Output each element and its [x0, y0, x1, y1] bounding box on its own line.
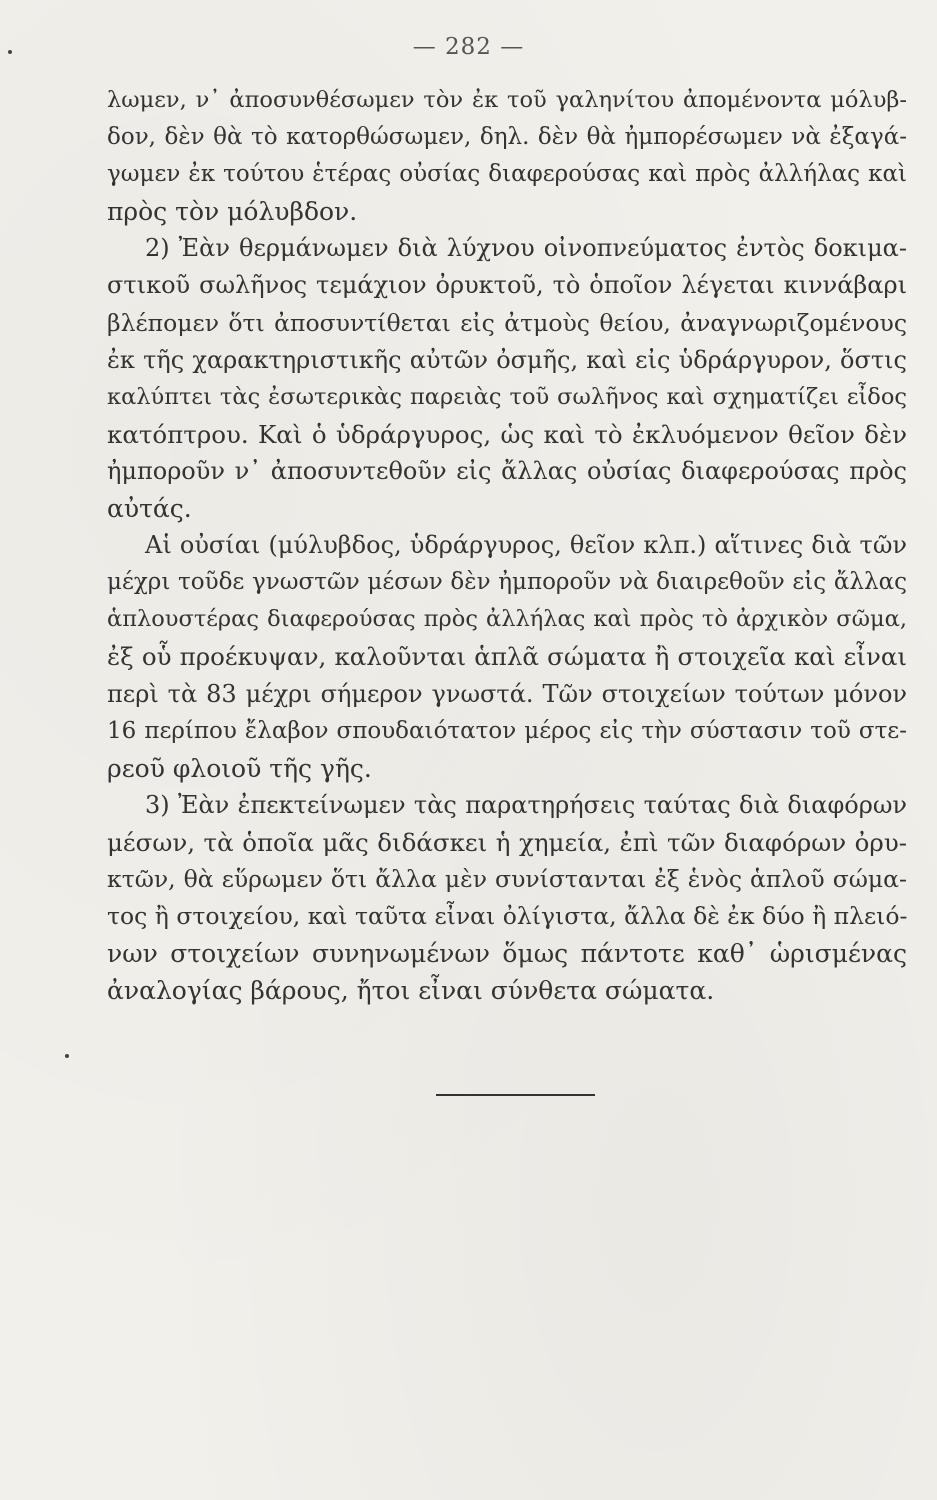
text-line: ἠμποροῦν ν᾽ ἀποσυντεθοῦν εἰς ἄλλας οὐσίας διαφερούσας πρὸς — [107, 456, 907, 485]
text-line: κατόπτρου. Καὶ ὁ ὑδράργυρος, ὡς καὶ τὸ ἐκλυόμενον θεῖον δὲν — [107, 419, 907, 449]
text-line: λωμεν, ν᾽ ἀποσυνθέσωμεν τὸν ἐκ τοῦ γαληνίτου ἀπομένοντα μόλυβ- — [107, 87, 907, 113]
body-text — [107, 82, 907, 1009]
text-line: ἐκ τῆς χαρακτηριστικῆς αὐτῶν ὀσμῆς, καὶ εἰς ὑδράργυρον, ὅστις — [107, 345, 907, 374]
text-line: ἐξ οὗ προέκυψαν, καλοῦνται ἁπλᾶ σώματα ἢ στοιχεῖα καὶ εἶναι — [107, 642, 907, 672]
text-line: βλέπομεν ὅτι ἀποσυντίθεται εἰς ἀτμοὺς θείου, ἀναγνωριζομένους — [107, 308, 907, 337]
text-line: 2) Ἐὰν θερμάνωμεν διὰ λύχνου οἰνοπνεύματος ἐντὸς δοκιμα- — [145, 234, 907, 263]
margin-mark — [65, 1054, 69, 1058]
text-line: δον, δὲν θὰ τὸ κατορθώσωμεν, δηλ. δὲν θὰ ἠμπορέσωμεν νὰ ἐξαγά- — [107, 124, 907, 151]
margin-mark — [8, 50, 12, 54]
text-line: τος ἢ στοιχείου, καὶ ταῦτα εἶναι ὀλίγιστα, ἄλλα δὲ ἐκ δύο ἢ πλειό- — [107, 902, 908, 931]
text-line: ἀναλογίας βάρους, ἤτοι εἶναι σύνθετα σώματα. — [107, 976, 715, 1006]
text-line: Αἱ οὐσίαι (μύλυβδος, ὑδράργυρος, θεῖον κλπ.) αἵτινες διὰ τῶν — [145, 531, 907, 560]
page-number: — 282 — — [412, 34, 525, 60]
text-line: 16 περίπου ἔλαβον σπουδαιότατον μέρος εἰς τὴν σύστασιν τοῦ στε- — [107, 717, 907, 744]
text-line: ρεοῦ φλοιοῦ τῆς γῆς. — [107, 753, 372, 783]
section-divider — [436, 1094, 595, 1096]
text-line: 3) Ἐὰν ἐπεκτείνωμεν τὰς παρατηρήσεις ταύτας διὰ διαφόρων — [145, 790, 907, 819]
text-line: αὐτάς. — [107, 494, 192, 524]
text-line: πρὸς τὸν μόλυβδον. — [107, 197, 358, 227]
text-line: περὶ τὰ 83 μέχρι σήμερον γνωστά. Τῶν στοιχείων τούτων μόνον — [107, 679, 907, 708]
text-line: μέσων, τὰ ὁποῖα μᾶς διδάσκει ἡ χημεία, ἐπὶ τῶν διαφόρων ὀρυ- — [107, 827, 907, 857]
text-line: καλύπτει τὰς ἐσωτερικὰς παρειὰς τοῦ σωλῆνος καὶ σχηματίζει εἶδος — [107, 383, 907, 410]
text-line: μέχρι τοῦδε γνωστῶν μέσων δὲν ἠμποροῦν νὰ διαιρεθοῦν εἰς ἄλλας — [107, 569, 907, 596]
text-line: στικοῦ σωλῆνος τεμάχιον ὀρυκτοῦ, τὸ ὁποῖον λέγεται κιννάβαρι — [107, 271, 907, 300]
text-line: ἁπλουστέρας διαφερούσας πρὸς ἀλλήλας καὶ πρὸς τὸ ἀρχικὸν σῶμα, — [107, 606, 907, 633]
text-line: κτῶν, θὰ εὕρωμεν ὅτι ἄλλα μὲν συνίστανται ἐξ ἑνὸς ἁπλοῦ σώμα- — [107, 864, 907, 893]
text-line: γωμεν ἐκ τούτου ἑτέρας οὐσίας διαφερούσας καὶ πρὸς ἀλλήλας καὶ — [107, 161, 907, 188]
text-line: νων στοιχείων συνηνωμένων ὅμως πάντοτε καθ᾽ ὡρισμένας — [107, 939, 907, 969]
